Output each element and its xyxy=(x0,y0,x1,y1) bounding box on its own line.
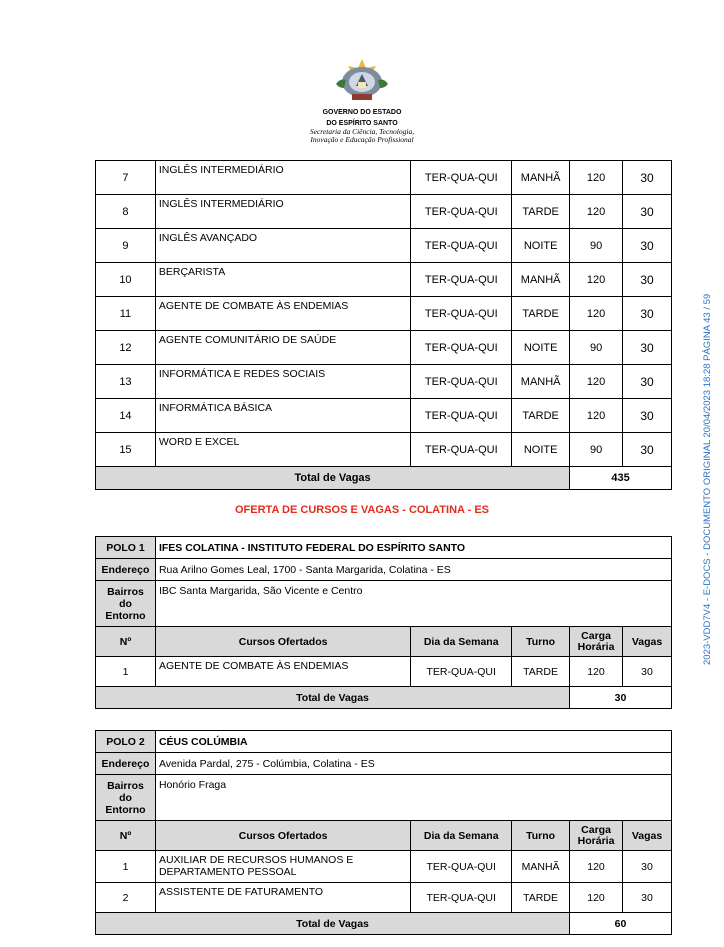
table-row xyxy=(96,331,672,365)
row-vagas: 30 xyxy=(623,297,672,331)
col-carga-header xyxy=(570,821,623,851)
row-vagas: 30 xyxy=(623,657,672,687)
polo-label: POLO 2 xyxy=(96,731,156,753)
row-dia: TER-QUA-QUI xyxy=(411,229,512,263)
table-row xyxy=(96,657,672,687)
endereco-label: Endereço xyxy=(96,753,156,775)
row-course: AGENTE COMUNITÁRIO DE SAÚDE xyxy=(155,331,411,365)
gov-line-2: DO ESPÍRITO SANTO xyxy=(326,120,398,127)
col-turno-header: Turno xyxy=(512,627,570,657)
row-turno: NOITE xyxy=(512,331,570,365)
row-dia: TER-QUA-QUI xyxy=(411,883,512,913)
row-vagas: 30 xyxy=(623,851,672,883)
secretaria-line-2: Inovação e Educação Profissional xyxy=(310,135,414,144)
table-row xyxy=(96,399,672,433)
row-dia: TER-QUA-QUI xyxy=(411,161,512,195)
row-num: 14 xyxy=(96,399,156,433)
total-label: Total de Vagas xyxy=(96,913,570,935)
endereco-value: Avenida Pardal, 275 - Colúmbia, Colatina - ES xyxy=(155,753,671,775)
row-num: 1 xyxy=(96,851,156,883)
row-vagas: 30 xyxy=(623,331,672,365)
row-num: 8 xyxy=(96,195,156,229)
col-vagas-header: Vagas xyxy=(623,821,672,851)
row-course xyxy=(155,851,410,883)
row-course: INFORMÁTICA BÁSICA xyxy=(155,399,411,433)
row-vagas: 30 xyxy=(623,161,672,195)
table-row xyxy=(96,195,672,229)
row-turno: TARDE xyxy=(512,297,570,331)
row-vagas: 30 xyxy=(623,229,672,263)
col-num-header: Nº xyxy=(96,627,156,657)
row-carga: 120 xyxy=(570,195,623,229)
row-carga: 120 xyxy=(570,657,623,687)
endereco-row xyxy=(96,753,672,775)
polo-2-table xyxy=(95,730,672,935)
row-num: 1 xyxy=(96,657,156,687)
column-header-row xyxy=(96,627,672,657)
row-num: 10 xyxy=(96,263,156,297)
bairros-label-line-2: do xyxy=(119,597,132,610)
row-carga: 90 xyxy=(570,331,623,365)
courses-table-body xyxy=(96,161,672,467)
row-carga: 120 xyxy=(570,851,623,883)
secretaria-line-1: Secretaria da Ciência, Tecnologia, xyxy=(309,127,415,136)
row-turno: MANHÃ xyxy=(512,263,570,297)
col-carga-line-1: Carga xyxy=(581,823,611,836)
polo-row xyxy=(96,731,672,753)
row-num: 13 xyxy=(96,365,156,399)
bairros-value: Honório Fraga xyxy=(155,775,671,821)
row-turno: TARDE xyxy=(512,883,570,913)
section-title: OFERTA DE CURSOS E VAGAS - COLATINA - ES xyxy=(234,504,490,516)
row-course: ASSISTENTE DE FATURAMENTO xyxy=(155,883,410,913)
col-cursos-header: Cursos Ofertados xyxy=(155,821,410,851)
table-row xyxy=(96,883,672,913)
row-course: INGLÊS AVANÇADO xyxy=(155,229,411,263)
polo-label: POLO 1 xyxy=(96,537,156,559)
endereco-label: Endereço xyxy=(96,559,156,581)
row-vagas: 30 xyxy=(623,399,672,433)
row-vagas: 30 xyxy=(623,195,672,229)
row-carga: 90 xyxy=(570,229,623,263)
row-course-line-2: DEPARTAMENTO PESSOAL xyxy=(158,866,297,878)
bairros-label-line-1: Bairros xyxy=(107,779,144,792)
polo-1-table xyxy=(95,536,672,709)
polo-name: CÉUS COLÚMBIA xyxy=(155,731,671,753)
total-label: Total de Vagas xyxy=(96,467,570,490)
row-carga: 120 xyxy=(570,161,623,195)
endereco-value: Rua Arilno Gomes Leal, 1700 - Santa Margarida, Colatina - ES xyxy=(155,559,671,581)
row-num: 11 xyxy=(96,297,156,331)
row-turno: MANHÃ xyxy=(512,161,570,195)
state-seal-icon xyxy=(330,58,394,106)
total-row xyxy=(96,913,672,935)
total-value: 435 xyxy=(570,467,672,490)
row-carga: 120 xyxy=(570,399,623,433)
row-dia: TER-QUA-QUI xyxy=(411,195,512,229)
row-course: AGENTE DE COMBATE ÀS ENDEMIAS xyxy=(155,657,410,687)
row-num: 2 xyxy=(96,883,156,913)
table-row xyxy=(96,161,672,195)
row-turno: TARDE xyxy=(512,399,570,433)
col-carga-line-2: Horária xyxy=(577,834,615,847)
courses-table-continued xyxy=(95,160,672,490)
row-turno: TARDE xyxy=(512,195,570,229)
col-dia-header: Dia da Semana xyxy=(411,821,512,851)
row-dia: TER-QUA-QUI xyxy=(411,399,512,433)
row-dia: TER-QUA-QUI xyxy=(411,297,512,331)
column-header-row xyxy=(96,821,672,851)
row-dia: TER-QUA-QUI xyxy=(411,851,512,883)
row-dia: TER-QUA-QUI xyxy=(411,331,512,365)
total-value: 60 xyxy=(570,913,672,935)
total-value: 30 xyxy=(570,687,672,709)
bairros-row xyxy=(96,775,672,821)
row-course: INFORMÁTICA E REDES SOCIAIS xyxy=(155,365,411,399)
bairros-row xyxy=(96,581,672,627)
page-header xyxy=(0,58,724,144)
row-turno: NOITE xyxy=(512,433,570,467)
col-carga-line-2: Horária xyxy=(577,640,615,653)
bairros-label xyxy=(96,581,156,627)
row-dia: TER-QUA-QUI xyxy=(411,657,512,687)
row-course: INGLÊS INTERMEDIÁRIO xyxy=(155,161,411,195)
col-turno-header: Turno xyxy=(512,821,570,851)
col-num-header: Nº xyxy=(96,821,156,851)
row-course: INGLÊS INTERMEDIÁRIO xyxy=(155,195,411,229)
document-stamp: 2023-VDD7V4 - E-DOCS - DOCUMENTO ORIGINAL 20/04/2023 18:28 PÁGINA 43 / 59 xyxy=(702,293,713,665)
row-carga: 120 xyxy=(570,365,623,399)
row-carga: 90 xyxy=(570,433,623,467)
table-row xyxy=(96,263,672,297)
row-num: 7 xyxy=(96,161,156,195)
row-course: AGENTE DE COMBATE ÀS ENDEMIAS xyxy=(155,297,411,331)
row-dia: TER-QUA-QUI xyxy=(411,433,512,467)
row-course: WORD E EXCEL xyxy=(155,433,411,467)
row-carga: 120 xyxy=(570,297,623,331)
gov-line-1: GOVERNO DO ESTADO xyxy=(322,109,402,116)
row-num: 9 xyxy=(96,229,156,263)
col-carga-line-1: Carga xyxy=(581,629,611,642)
row-course: BERÇARISTA xyxy=(155,263,411,297)
row-dia: TER-QUA-QUI xyxy=(411,365,512,399)
col-vagas-header: Vagas xyxy=(623,627,672,657)
row-course-line-1: AUXILIAR DE RECURSOS HUMANOS E xyxy=(158,854,354,866)
row-turno: TARDE xyxy=(512,657,570,687)
table-row xyxy=(96,229,672,263)
polo-name: IFES COLATINA - INSTITUTO FEDERAL DO ESPÍRITO SANTO xyxy=(155,537,671,559)
row-turno: MANHÃ xyxy=(512,365,570,399)
row-turno: NOITE xyxy=(512,229,570,263)
total-row xyxy=(96,687,672,709)
row-vagas: 30 xyxy=(623,883,672,913)
row-vagas: 30 xyxy=(623,365,672,399)
row-num: 12 xyxy=(96,331,156,365)
row-vagas: 30 xyxy=(623,263,672,297)
row-vagas: 30 xyxy=(623,433,672,467)
col-cursos-header: Cursos Ofertados xyxy=(155,627,410,657)
row-carga: 120 xyxy=(570,883,623,913)
row-carga: 120 xyxy=(570,263,623,297)
col-carga-header xyxy=(570,627,623,657)
polo-row xyxy=(96,537,672,559)
endereco-row xyxy=(96,559,672,581)
total-label: Total de Vagas xyxy=(96,687,570,709)
bairros-label-line-1: Bairros xyxy=(107,585,144,598)
bairros-label xyxy=(96,775,156,821)
total-row xyxy=(96,467,672,490)
row-dia: TER-QUA-QUI xyxy=(411,263,512,297)
bairros-label-line-2: do xyxy=(119,791,132,804)
bairros-label-line-3: Entorno xyxy=(105,609,146,622)
bairros-value: IBC Santa Margarida, São Vicente e Centro xyxy=(155,581,671,627)
row-turno: MANHÃ xyxy=(512,851,570,883)
table-row xyxy=(96,365,672,399)
table-row xyxy=(96,851,672,883)
bairros-label-line-3: Entorno xyxy=(105,803,146,816)
col-dia-header: Dia da Semana xyxy=(411,627,512,657)
row-num: 15 xyxy=(96,433,156,467)
table-row xyxy=(96,433,672,467)
table-row xyxy=(96,297,672,331)
